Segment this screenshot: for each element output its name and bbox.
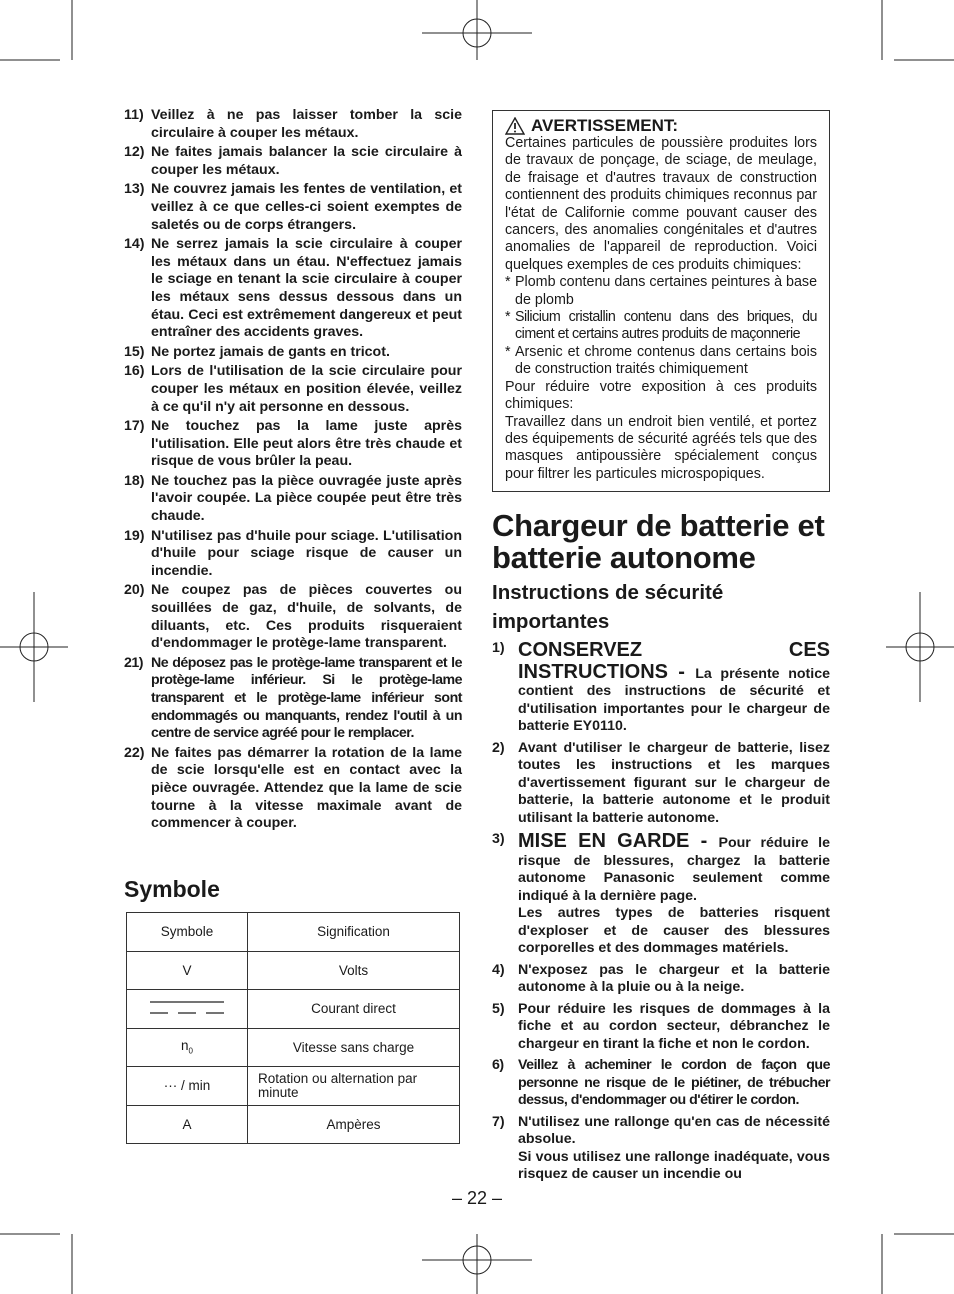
meaning-cell: Vitesse sans charge — [248, 1028, 460, 1067]
list-item: 19) N'utilisez pas d'huile pour sciage. L'utilisation d'huile pour sciage risque de causer un incendie. — [124, 527, 462, 579]
direct-current-icon — [148, 996, 226, 1018]
table-row — [127, 1067, 460, 1106]
list-item: 1) CONSERVEZ CES INSTRUCTIONS - La présente notice contient des instructions de sécurité et d'utilisation importantes pour le chargeur de batterie EY0110. — [492, 639, 830, 735]
symbol-cell: A — [127, 1105, 248, 1144]
table-row — [127, 951, 460, 990]
symbol-table — [126, 912, 460, 1144]
list-item: 7) N'utilisez une rallonge qu'en cas de nécessité absolue. Si vous utilisez une rallonge inadéquate, vous risquez de causer un incendie ou — [492, 1113, 830, 1183]
subsection-title: Instructions de sécurité importantes — [492, 581, 724, 634]
warning-intro: Certaines particules de poussière produites lors de travaux de ponçage, de sciage, de meulage, de fraisage et d'autres travaux de construction contiennent des produits chimiques reconnus par l'état de Californie comme pouvant causer des cancers, des anomalies congénitales et d'autres anomalies de l'appareil de reproduction. Voici quelques exemples de ces produits chimiques: — [505, 135, 817, 273]
list-item: 12) Ne faites jamais balancer la scie circulaire à couper les métaux. — [124, 144, 462, 178]
list-item: 22) Ne faites pas démarrer la rotation de la lame de scie lorsqu'elle est en contact avec la pièce ouvragée. Attendez que la lame de scie tourne à la vitesse maximale avant de commencer à couper. — [124, 744, 462, 832]
meaning-cell: Ampères — [248, 1105, 460, 1144]
warning-bullet: * Plomb contenu dans certaines peintures à base de plomb — [505, 274, 818, 308]
conserve-lead: CONSERVEZ CES INSTRUCTIONS - — [518, 639, 830, 683]
symbol-subscript: 0 — [188, 1047, 193, 1057]
symbol-cell — [127, 990, 248, 1029]
list-item: 11) Veillez à ne pas laisser tomber la scie circulaire à couper les métaux. — [124, 107, 462, 141]
list-item: 5) Pour réduire les risques de dommages à la fiche et au cordon secteur, débranchez le chargeur en tirant la fiche et non le cordon. — [492, 1000, 830, 1052]
list-item: 2) Avant d'utiliser le chargeur de batterie, lisez toutes les instructions et les marques d'avertissement figurant sur le chargeur de batterie, la batterie autonome et le produit utilisant la batterie autonome. — [492, 739, 830, 826]
list-item: 14) Ne serrez jamais la scie circulaire à couper les métaux dans un étau. N'effectuez jamais le sciage en tenant la scie circulaire à couper les métaux sens dessus dessous dans un étau. Ceci est extrêmement dangereux et peut entraîner des accidents graves. — [124, 236, 462, 341]
left-column — [124, 107, 462, 835]
list-item: 17) Ne touchez pas la lame juste après l'utilisation. Elle peut alors être très chaude et risque de vous brûler la peau. — [124, 418, 462, 470]
mise-en-garde-lead: MISE EN GARDE - — [518, 830, 719, 853]
warning-bullet-text: Plomb contenu dans certaines peintures à base de plomb — [515, 274, 818, 308]
list-item: 18) Ne touchez pas la pièce ouvragée juste après l'avoir coupée. La pièce coupée peut être très chaude. — [124, 472, 462, 525]
warning-reduce: Pour réduire votre exposition à ces produits chimiques: — [505, 378, 817, 413]
right-column — [492, 110, 830, 1188]
warning-bullet-text: Arsenic et chrome contenus dans certains bois de construction traités chimiquement — [515, 343, 817, 378]
table-header-cell: Symbole — [127, 913, 248, 952]
list-item: 3) MISE EN GARDE - Pour réduire le risque de blessures, chargez la batterie autonome Panasonic seulement comme indiqué à la dernière page. Les autres types de batteries risquent d'exploser et de causer des blessures corporelles et des dommages matériels. — [492, 830, 830, 957]
list-item: 20) Ne coupez pas de pièces couvertes ou souillées de gaz, d'huile, de solvants, de diluants, etc. Ces produits risqueraient d'endommager le protège-lame transparent. — [124, 582, 462, 652]
symbol-cell: V — [127, 951, 248, 990]
table-row — [127, 990, 460, 1029]
list-item: 15) Ne portez jamais de gants en tricot. — [124, 343, 390, 360]
table-row — [127, 1105, 460, 1144]
table-row — [127, 1028, 460, 1067]
list-item: 6) Veillez à acheminer le cordon de façon que personne ne risque de le piétiner, de trébucher dessus, d'endommager ou d'étirer le cordon. — [492, 1057, 830, 1109]
symbol-text: n — [181, 1038, 189, 1054]
warning-closing: Travaillez dans un endroit bien ventilé, et portez des équipements de sécurité agréés tels que des masques antipoussière spécialement conçus pour filtrer les particules microspopiques. — [505, 413, 817, 482]
symbol-cell — [127, 1028, 248, 1067]
symbole-heading: Symbole — [124, 876, 220, 902]
list-item: 4) N'exposez pas le chargeur et la batterie autonome à la pluie ou à la neige. — [492, 961, 830, 996]
warning-triangle-icon — [505, 117, 525, 135]
table-header-row — [127, 913, 460, 952]
warning-title — [505, 117, 817, 135]
warning-box — [492, 110, 830, 492]
list-item: 21) Ne déposez pas le protège-lame transparent et le protège-lame inférieur. Si le protège-lame transparent et le protège-lame inférieur sont endommagés ou manquants, rendez l'outil à un centre de service agréé pour le remplacer. — [124, 654, 462, 742]
warning-title-text: AVERTISSEMENT: — [531, 116, 679, 136]
warning-bullet: * Arsenic et chrome contenus dans certains bois de construction traités chimiquement — [505, 343, 817, 378]
meaning-cell: Rotation ou alternation par minute — [248, 1067, 460, 1106]
page-number: – 22 – — [451, 1188, 503, 1208]
meaning-cell: Volts — [248, 951, 460, 990]
section-title: Chargeur de batterie et batterie autonome — [492, 508, 825, 576]
warning-bullet-text: Silicium cristallin contenu dans des briques, du ciment et certains autres produits de maçonnerie — [515, 309, 817, 343]
list-item: 16) Lors de l'utilisation de la scie circulaire pour couper les métaux en position élevée, veillez à ce qu'il n'y ait personne en dessous. — [124, 363, 462, 415]
warning-bullet: * Silicium cristallin contenu dans des briques, du ciment et certains autres produits de maçonnerie — [505, 309, 817, 343]
symbol-cell: ··· / min — [127, 1067, 248, 1106]
table-header-cell: Signification — [248, 913, 460, 952]
meaning-cell: Courant direct — [248, 990, 460, 1029]
list-item: 13) Ne couvrez jamais les fentes de ventilation, et veillez à ce que celles-ci soient exemptes de saletés ou de corps étrangers. — [124, 181, 462, 233]
